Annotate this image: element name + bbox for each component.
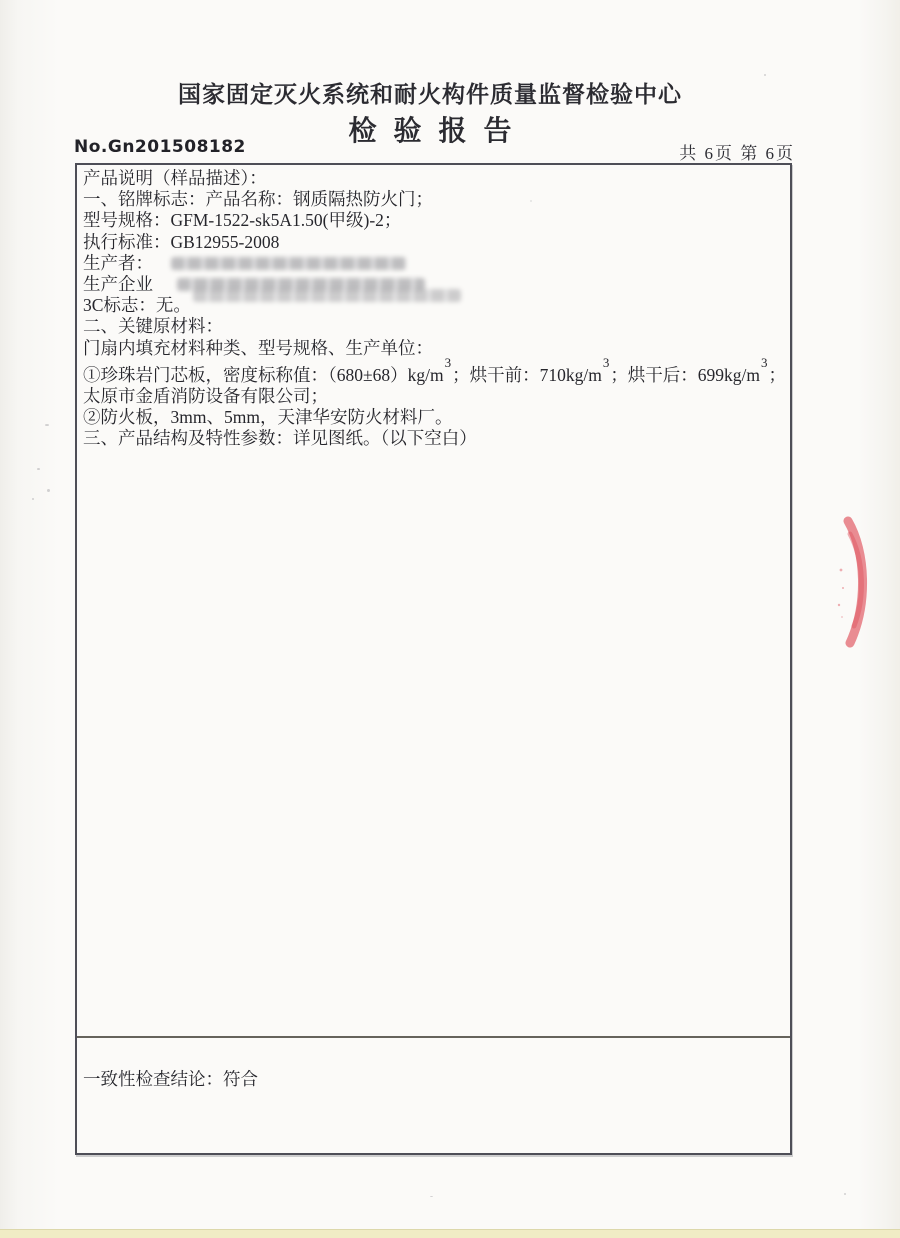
perlite-density-nominal: ①珍珠岩门芯板，密度标称值：（680±68）kg/m [83, 364, 444, 385]
report-number: No.Gn201508182 [74, 137, 246, 157]
product-description-box [75, 163, 792, 1155]
page-indicator: 共 6页 第 6页 [679, 144, 795, 163]
issuing-authority-name: 国家固定灭火系统和耐火构件质量监督检验中心 [178, 81, 682, 107]
line-producer [83, 253, 782, 274]
superscript-3: 3 [444, 354, 452, 370]
scan-speck [47, 489, 50, 492]
line-model-spec: 型号规格：GFM-1522-sk5A1.50(甲级)-2； [83, 210, 402, 231]
producer-label: 生产者： [83, 252, 153, 273]
report-title: 检验报告 [348, 115, 529, 146]
redacted-producer-name [171, 257, 406, 270]
section-divider [77, 1036, 790, 1038]
scan-speck [764, 74, 766, 76]
scan-speck [430, 1196, 433, 1197]
manufacturer-label: 生产企业 [83, 274, 153, 295]
product-description-text [83, 168, 787, 449]
line-manufacturer [83, 274, 782, 295]
line-filler-heading: 门扇内填充材料种类、型号规格、生产单位： [83, 337, 433, 358]
superscript-3: 3 [761, 354, 768, 370]
line-standard: 执行标准：GB12955-2008 [83, 231, 280, 252]
line-nameplate: 一、铭牌标志：产品名称：钢质隔热防火门； [83, 189, 433, 210]
scan-speck [530, 200, 532, 202]
red-pen-mark [836, 512, 882, 652]
scan-speck [844, 1193, 846, 1195]
conformity-conclusion: 一致性检查结论：符合 [83, 1069, 258, 1089]
line-end-punctuation: ； [768, 364, 787, 385]
line-3c-mark: 3C标志：无。 [83, 295, 191, 316]
line-fireproof-board: ②防火板，3mm、5mm，天津华安防火材料厂。 [83, 407, 453, 428]
line-perlite-core [83, 354, 787, 386]
line-structure-params: 三、产品结构及特性参数：详见图纸。（以下空白） [83, 428, 477, 449]
perlite-density-after-dry: ；烘干后：699kg/m [610, 364, 761, 385]
line-product-description-heading: 产品说明（样品描述）： [83, 168, 267, 188]
scan-speck [37, 468, 40, 470]
line-key-materials-heading: 二、关键原材料： [83, 316, 223, 337]
scan-speck [32, 498, 34, 500]
perlite-density-before-dry: ；烘干前：710kg/m [452, 364, 602, 385]
line-taiyuan-company: 太原市金盾消防设备有限公司； [83, 385, 328, 406]
superscript-3: 3 [602, 354, 610, 370]
scan-speck [45, 424, 49, 426]
